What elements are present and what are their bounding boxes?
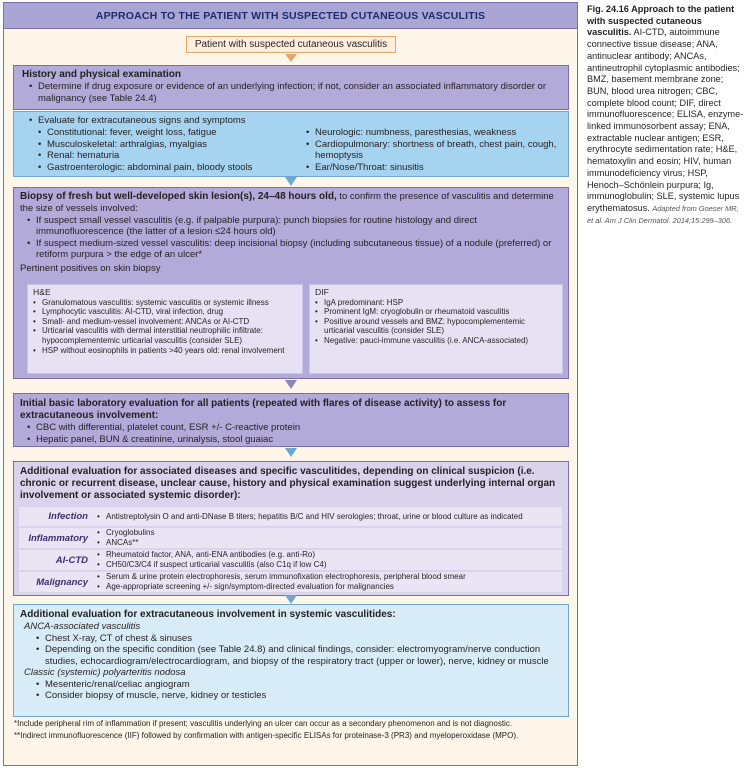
flowchart-frame	[3, 2, 578, 766]
pan-item: • Mesenteric/renal/celiac angiogram	[36, 679, 562, 691]
caption-title: Fig. 24.16 Approach to the patient with suspected cutaneous vasculitis.	[587, 4, 735, 38]
down-arrow-icon	[285, 595, 297, 604]
down-arrow-icon	[285, 448, 297, 457]
history-bullet: • Determine if drug exposure or evidence of an underlying infection; if not, consider an associated inflammatory disorder or malignancy (see Table 24.4)	[29, 81, 560, 104]
category-item: • Cryoglobulins	[97, 528, 559, 538]
category-label: Infection	[48, 511, 88, 522]
category-inflammatory	[19, 528, 562, 548]
history-title: History and physical examination	[22, 69, 181, 80]
footnotes	[14, 719, 574, 740]
symptom-item: • Neurologic: numbness, paresthesias, weakness	[306, 127, 561, 139]
anca-item: • Depending on the specific condition (see Table 24.8) and clinical findings, consider: electromyogram/nerve conduction studies, echocardiogram/electrocardiogram, and biopsy of the respiratory tract (upper or lower), nerve, kidney or muscle	[36, 644, 562, 667]
systemic-eval-box	[13, 604, 569, 717]
start-box: Patient with suspected cutaneous vasculitis	[186, 36, 396, 53]
category-malignancy	[19, 572, 562, 592]
category-item: • Antistreptolysin O and anti-DNase B titers; hepatitis B/C and HIV serologies; throat, urine or blood culture as indicated	[97, 512, 559, 522]
he-item: • HSP without eosinophils in patients >40 years old: renal involvement	[33, 346, 297, 356]
anca-heading: ANCA-associated vasculitis	[24, 621, 141, 632]
he-item: • Granulomatous vasculitis: systemic vasculitis or systemic illness	[33, 298, 297, 308]
pertinent-heading: Pertinent positives on skin biopsy	[20, 262, 161, 274]
category-item: • Age-appropriate screening +/- sign/symptom-directed evaluation for malignancies	[97, 582, 559, 592]
dif-item: • Negative: pauci-immune vasculitis (i.e. ANCA-associated)	[315, 336, 557, 346]
category-label: AI-CTD	[55, 554, 88, 566]
pan-heading: Classic (systemic) polyarteritis nodosa	[24, 667, 186, 678]
category-infection	[19, 507, 562, 526]
symptom-item: • Renal: hematuria	[38, 150, 303, 162]
lab-title: Initial basic laboratory evaluation for all patients (repeated with flares of disease activity) to assess for extracutaneous involvement:	[20, 398, 507, 421]
systemic-eval-title: Additional evaluation for extracutaneous involvement in systemic vasculitides:	[20, 609, 396, 620]
he-item: • Lymphocytic vasculitis: AI-CTD, viral infection, drug	[33, 307, 297, 317]
dif-item: • IgA predominant: HSP	[315, 298, 557, 308]
anca-item: • Chest X-ray, CT of chest & sinuses	[36, 633, 562, 645]
category-label: Malignancy	[36, 576, 88, 588]
flowchart-title: APPROACH TO THE PATIENT WITH SUSPECTED CUTANEOUS VASCULITIS	[4, 3, 577, 29]
biopsy-bullet: • If suspect medium-sized vessel vasculitis: deep incisional biopsy (including subcutaneous tissue) of a nodule (preferred) or retiform purpura > the edge of an ulcer*	[27, 238, 562, 261]
symptom-item: • Cardiopulmonary: shortness of breath, chest pain, cough, hemoptysis	[306, 139, 561, 162]
dif-title: DIF	[315, 287, 329, 297]
category-item: • CH50/C3/C4 if suspect urticarial vasculitis (also C1q if low C4)	[97, 560, 559, 570]
additional-box	[13, 461, 569, 596]
caption-source: Adapted from Goeser MR, et al. Am J Clin Dermatol. 2014;15:299–306.	[587, 203, 739, 225]
category-item: • ANCAs**	[97, 538, 559, 548]
lab-item: • CBC with differential, platelet count, ESR +/- C-reactive protein	[27, 422, 562, 434]
category-label: Inflammatory	[28, 532, 88, 544]
symptom-item: • Constitutional: fever, weight loss, fatigue	[38, 127, 303, 139]
he-title: H&E	[33, 287, 51, 297]
down-arrow-icon	[285, 177, 297, 186]
dif-item: • Positive around vessels and BMZ: hypocomplementemic urticarial vasculitis (consider SLE)	[315, 317, 557, 336]
lab-box	[13, 393, 569, 447]
extracutaneous-box	[13, 111, 569, 177]
biopsy-bullet: • If suspect small vessel vasculitis (e.g. if palpable purpura): punch biopsies for routine histology and direct immunofluorescence (the latter of a lesion ≤24 hours old)	[27, 215, 562, 238]
lab-item: • Hepatic panel, BUN & creatinine, urinalysis, stool guaiac	[27, 434, 562, 446]
he-item: • Small- and medium-vessel involvement: ANCAs or AI-CTD	[33, 317, 297, 327]
down-arrow-icon	[285, 54, 297, 62]
biopsy-title: Biopsy of fresh but well-developed skin lesion(s), 24–48 hours old,	[20, 191, 337, 202]
history-box	[13, 65, 569, 110]
biopsy-box	[13, 187, 569, 379]
extracutaneous-lead: • Evaluate for extracutaneous signs and symptoms	[29, 115, 560, 127]
caption-text: AI-CTD, autoimmune connective tissue disease; ANA, antinuclear antibody; ANCAs, antineutrophil cytoplasmic antibodies; BMZ, basement membrane zone; BUN, blood urea nitrogen; CBC, complete blood count; DIF, direct immunofluorescence; ELISA, enzyme-linked immunosorbent assay; ENA, extractable nuclear antigen; ESR, erythrocyte sedimentation rate; H&E, hematoxylin and eosin; HIV, human immunodeficiency virus; HSP, Henoch–Schönlein purpura; Ig, immunoglobulin; SLE, systemic lupus erythematosus.	[587, 27, 744, 213]
symptom-item: • Gastroenterologic: abdominal pain, bloody stools	[38, 162, 303, 174]
down-arrow-icon	[285, 380, 297, 389]
dif-item: • Prominent IgM: cryoglobulin or rheumatoid vasculitis	[315, 307, 557, 317]
pan-item: • Consider biopsy of muscle, nerve, kidney or testicles	[36, 690, 562, 702]
category-item: • Rheumatoid factor, ANA, anti-ENA antibodies (e.g. anti-Ro)	[97, 550, 559, 560]
footnote: **Indirect immunofluorescence (IIF) followed by confirmation with antigen-specific ELISAs for proteinase-3 (PR3) and myeloperoxidase (MPO).	[14, 730, 519, 740]
figure-caption	[587, 4, 745, 226]
symptom-item: • Musculoskeletal: arthralgias, myalgias	[38, 139, 303, 151]
he-panel	[27, 284, 303, 374]
symptom-item: • Ear/Nose/Throat: sinusitis	[306, 162, 561, 174]
he-item: • Urticarial vasculitis with dermal interstitial neutrophilic infiltrate: hypocomplementemic urticarial vasculitis (consider SLE)	[33, 326, 297, 345]
footnote: *Include peripheral rim of inflammation if present; vasculitis underlying an ulcer can occur as a secondary phenomenon and is not diagnostic.	[14, 719, 513, 728]
biopsy-title-rest: to confirm the presence of vasculitis and determine the size of vessels involved:	[20, 191, 554, 214]
dif-panel	[309, 284, 563, 374]
category-ai-ctd	[19, 550, 562, 570]
additional-title: Additional evaluation for associated diseases and specific vasculitides, depending on clinical suspicion (i.e. chronic or recurrent disease, unclear cause, history and physical examination suggest underlying internal organ involvement or associated systemic disorder):	[20, 466, 556, 501]
category-item: • Serum & urine protein electrophoresis, serum immunofixation electrophoresis, peripheral blood smear	[97, 572, 559, 582]
